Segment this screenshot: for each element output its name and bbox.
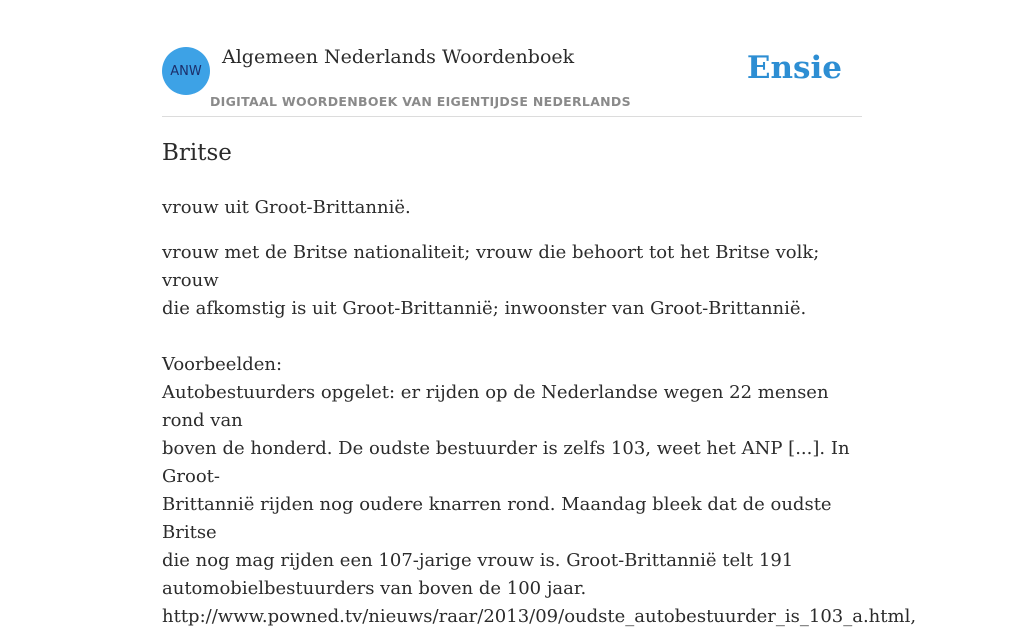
examples-label: Voorbeelden:: [162, 354, 283, 375]
long-definition: [162, 239, 862, 323]
example-text: [162, 379, 862, 603]
example-line: Autobestuurders opgelet: er rijden op de Nederlandse wegen 22 mensen rond van: [162, 382, 829, 431]
example-line: Brittannië rijden nog oudere knarren rond. Maandag bleek dat de oudste Britse: [162, 494, 832, 543]
source-url[interactable]: http://www.powned.tv/nieuws/raar/2013/09/oudste_autobestuurder_is_103_a.html,: [162, 606, 917, 627]
example-line: boven de honderd. De oudste bestuurder is zelfs 103, weet het ANP [...]. In Groot-: [162, 438, 850, 487]
ensie-brand-link[interactable]: Ensie: [746, 50, 842, 86]
page-container: [162, 0, 917, 627]
short-definition: vrouw uit Groot-Brittannië.: [162, 197, 411, 218]
long-definition-line: die afkomstig is uit Groot-Brittannië; inwoonster van Groot-Brittannië.: [162, 298, 807, 319]
anw-logo[interactable]: ANW: [162, 47, 210, 95]
site-title[interactable]: Algemeen Nederlands Woordenboek: [222, 46, 575, 68]
site-subtitle: DIGITAAL WOORDENBOEK VAN EIGENTIJDSE NEDERLANDS: [210, 94, 631, 109]
entry-title: Britse: [162, 140, 232, 166]
example-line: die nog mag rijden een 107-jarige vrouw is. Groot-Brittannië telt 191: [162, 550, 794, 571]
example-line: automobielbestuurders van boven de 100 jaar.: [162, 578, 587, 599]
long-definition-line: vrouw met de Britse nationaliteit; vrouw die behoort tot het Britse volk; vrouw: [162, 242, 820, 291]
spacer: [162, 323, 862, 351]
site-header: [162, 0, 862, 117]
definition-body: [162, 239, 917, 631]
